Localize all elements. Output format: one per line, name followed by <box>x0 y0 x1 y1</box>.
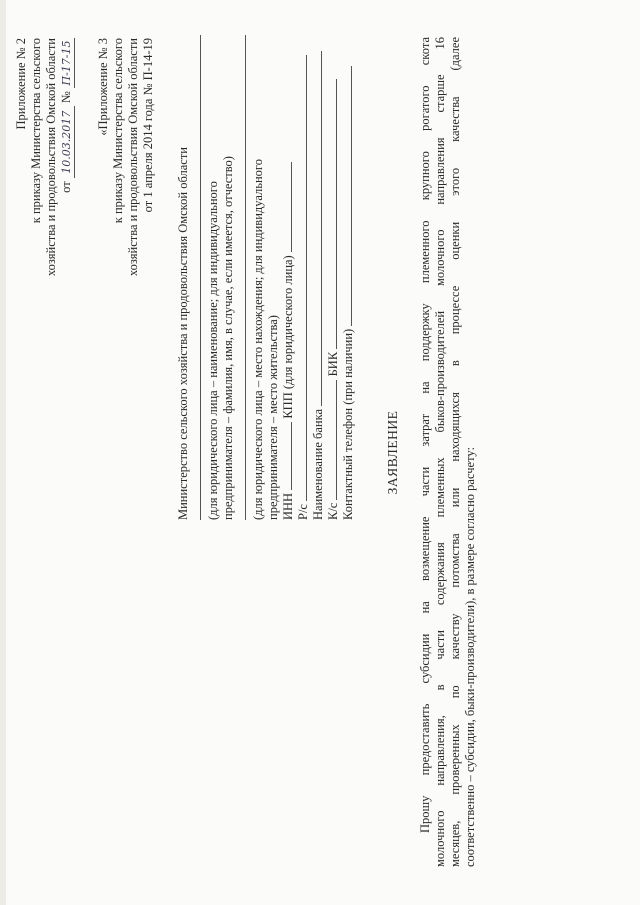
location-note-2: предпринимателя – место жительства) <box>266 315 280 520</box>
statement-heading: ЗАЯВЛЕНИЕ <box>385 410 400 495</box>
inn-blank <box>291 422 292 490</box>
annex2-num-hand: П-17-15 <box>59 38 75 88</box>
phone-label: Контактный телефон (при наличии) <box>341 328 355 520</box>
inn-row <box>281 162 296 520</box>
ks-label: К/с <box>326 502 340 520</box>
rs-label: Р/с <box>296 504 310 520</box>
kpp-label: КПП (для юридического лица) <box>281 255 295 419</box>
addressee: Министерство сельского хозяйства и продовольствия Омской области <box>176 147 190 520</box>
annex3-title: «Приложение № 3 <box>96 38 110 136</box>
applicant-note-1: (для юридического лица – наименование; для индивидуального <box>206 181 220 520</box>
annex2-date-line <box>59 38 75 193</box>
annex2-line1: к приказу Министерства сельского <box>29 38 43 224</box>
rs-row <box>296 55 311 520</box>
addressee-underline <box>200 35 201 520</box>
bank-label: Наименование банка <box>311 408 325 520</box>
body-line-1: Прошу предоставить субсидии на возмещение части затрат на поддержку племенного крупного рогатого скота <box>418 37 432 833</box>
kpp-blank <box>291 162 292 252</box>
annex2-line2: хозяйства и продовольствия Омской области <box>44 38 58 277</box>
ks-row <box>326 79 341 520</box>
location-note-1: (для юридического лица – место нахождения; для индивидуального <box>251 159 265 520</box>
annex3-line2: хозяйства и продовольствия Омской области <box>126 38 140 277</box>
bank-row <box>311 51 326 520</box>
annex2-title: Приложение № 2 <box>14 38 28 130</box>
rs-blank <box>306 55 307 501</box>
applicant-underline <box>245 35 246 520</box>
body-line-3: месяцев, проверенных по качеству потомства или находящихся в процессе оценки этого качества (далее <box>448 37 462 867</box>
annex3-line1: к приказу Министерства сельского <box>111 38 125 224</box>
annex2-date-prefix: от <box>59 181 73 193</box>
bik-label: БИК <box>326 351 340 377</box>
phone-blank <box>351 66 352 326</box>
annex2-date-hand: 10.03.2017 <box>59 106 75 178</box>
phone-row <box>341 66 356 520</box>
bik-blank <box>336 79 337 349</box>
annex2-num-prefix: № <box>59 91 73 104</box>
applicant-note-2: предпринимателя – фамилия, имя, в случае, если имеется, отчество) <box>221 156 235 520</box>
body-line-2: молочного направления, в части содержания племенных быков-производителей молочного направления старше 16 <box>433 37 447 867</box>
body-line-4: соответственно – субсидии, быки-производители), в размере согласно расчету: <box>463 447 477 867</box>
annex3-line3: от 1 апреля 2014 года № П-14-19 <box>141 38 155 213</box>
bank-blank <box>321 51 322 406</box>
ks-blank <box>336 380 337 500</box>
inn-label: ИНН <box>281 492 295 520</box>
